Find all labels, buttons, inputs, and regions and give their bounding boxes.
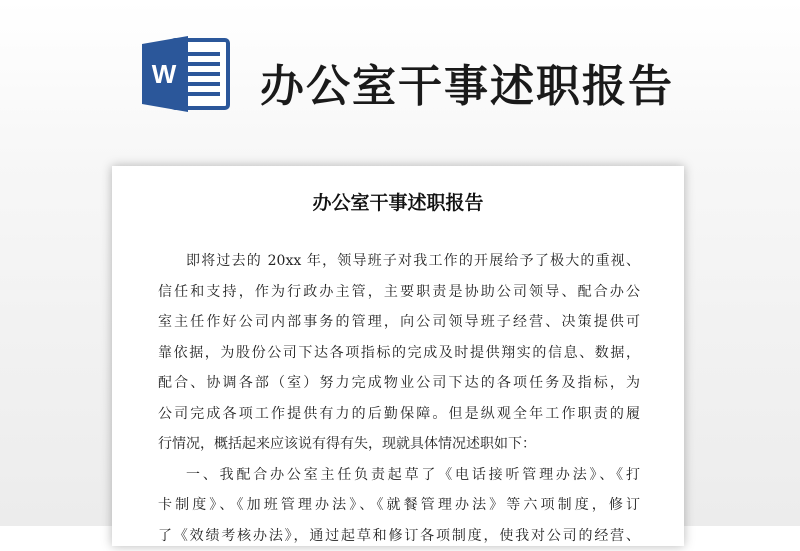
banner-title: 办公室干事述职报告 [260, 50, 674, 114]
document-page [112, 166, 684, 546]
banner-header [0, 0, 800, 150]
paragraph-line: 行情况，概括起来应该说有得有失，现就具体情况述职如下： [158, 429, 640, 460]
paragraph-line: 公司完成各项工作提供有力的后勤保障。但是纵观全年工作职责的履 [158, 399, 640, 430]
paragraph-line: 信任和支持，作为行政办主管，主要职责是协助公司领导、配合办公 [158, 277, 640, 308]
word-letter: W [152, 59, 177, 89]
paragraph-line: 室主任作好公司内部事务的管理，向公司领导班子经营、决策提供可 [158, 307, 640, 338]
document-body [158, 246, 640, 551]
document-title: 办公室干事述职报告 [112, 188, 684, 215]
paragraph-line: 靠依据，为股份公司下达各项指标的完成及时提供翔实的信息、数据， [158, 338, 640, 369]
word-document-icon [142, 36, 232, 112]
paragraph-line: 即将过去的 20xx 年，领导班子对我工作的开展给予了极大的重视、 [158, 246, 640, 277]
paragraph-line: 了《效绩考核办法》，通过起草和修订各项制度，使我对公司的经营、 [158, 521, 640, 551]
paragraph-line: 卡制度》、《加班管理办法》、《就餐管理办法》等六项制度，修订 [158, 490, 640, 521]
paragraph-line: 配合、协调各部（室）努力完成物业公司下达的各项任务及指标，为 [158, 368, 640, 399]
paragraph-line: 一、我配合办公室主任负责起草了《电话接听管理办法》、《打 [158, 460, 640, 491]
